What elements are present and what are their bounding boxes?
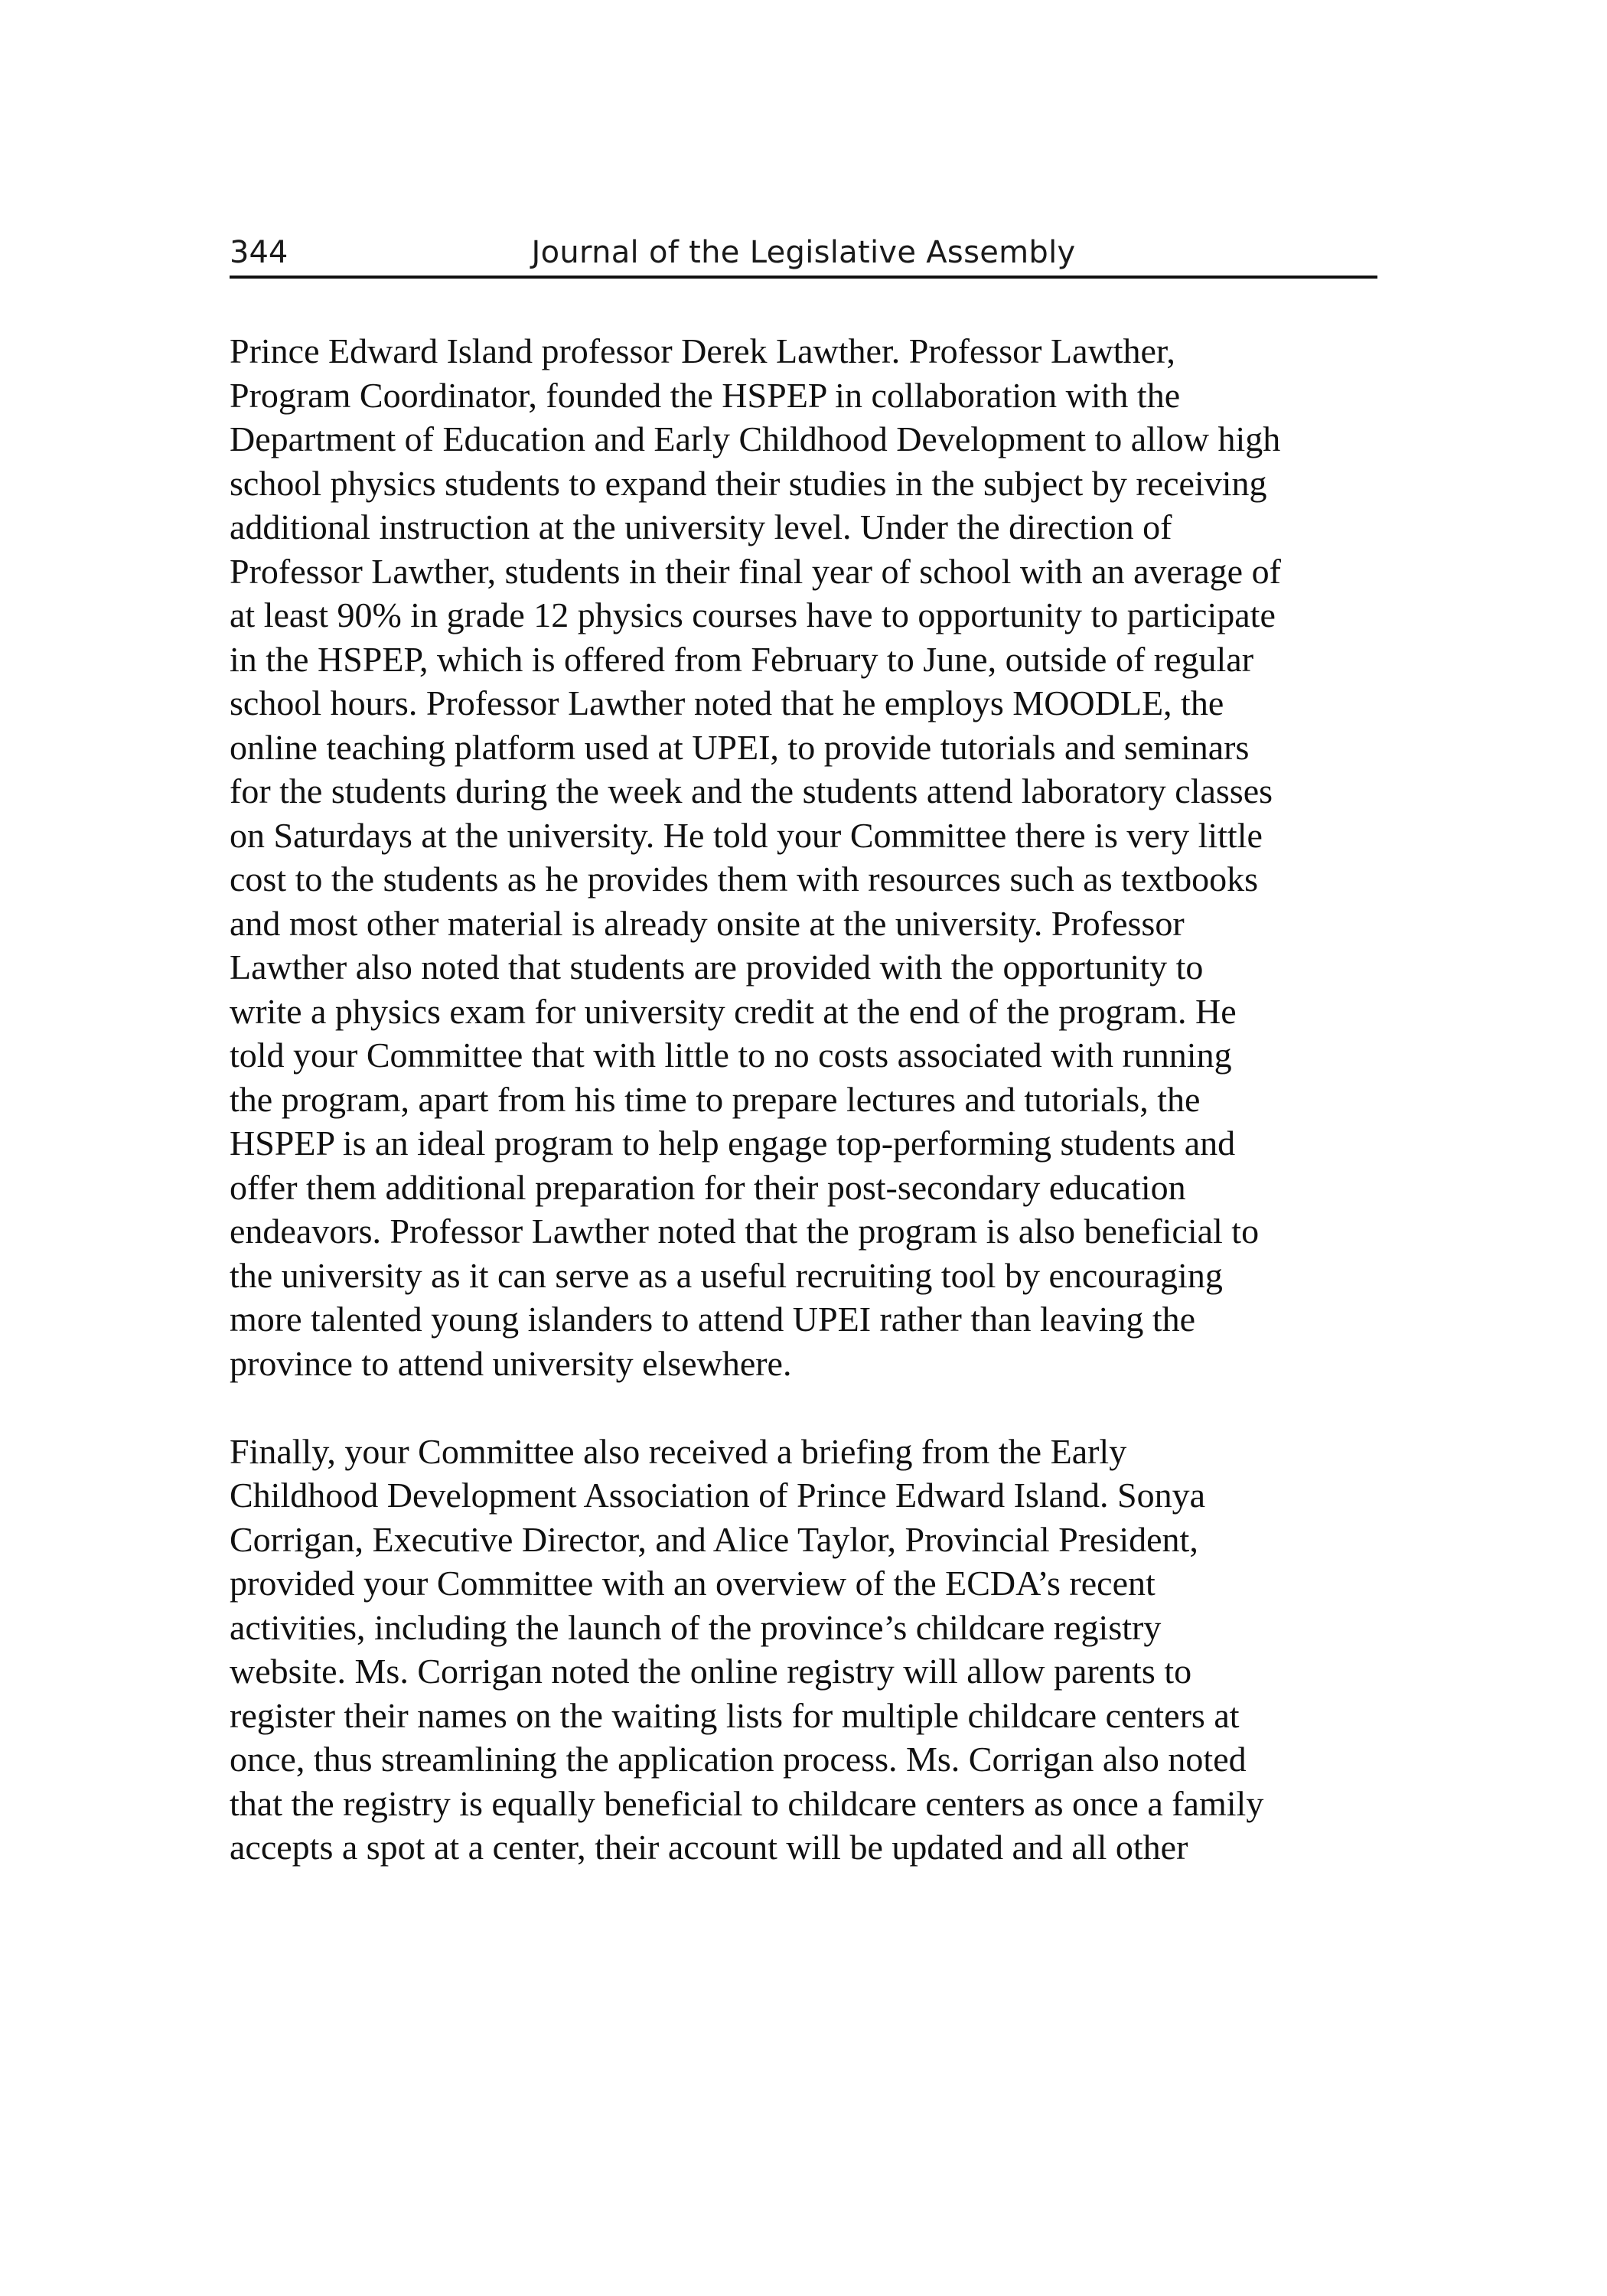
text-line: and most other material is already onsite at the university. Professor xyxy=(230,903,1185,943)
body-text xyxy=(230,329,1377,1870)
text-line: offer them additional preparation for their post-secondary education xyxy=(230,1167,1186,1207)
text-line: cost to the students as he provides them with resources such as textbooks xyxy=(230,859,1258,899)
text-line: in the HSPEP, which is offered from February to June, outside of regular xyxy=(230,639,1254,679)
text-line: website. Ms. Corrigan noted the online registry will allow parents to xyxy=(230,1652,1192,1691)
page-number: 344 xyxy=(230,235,288,270)
text-line: additional instruction at the university level. Under the direction of xyxy=(230,507,1172,546)
text-line: the university as it can serve as a useful recruiting tool by encouraging xyxy=(230,1255,1223,1295)
text-line: endeavors. Professor Lawther noted that the program is also beneficial to xyxy=(230,1212,1260,1251)
text-line: Lawther also noted that students are provided with the opportunity to xyxy=(230,947,1204,987)
text-line: on Saturdays at the university. He told your Committee there is very little xyxy=(230,815,1263,855)
text-line: accepts a spot at a center, their account will be updated and all other xyxy=(230,1828,1188,1867)
text-line: Childhood Development Association of Prince Edward Island. Sonya xyxy=(230,1476,1206,1515)
text-line: Program Coordinator, founded the HSPEP in collaboration with the xyxy=(230,375,1181,415)
text-line: told your Committee that with little to no costs associated with running xyxy=(230,1035,1232,1075)
text-line: Department of Education and Early Childhood Development to allow high xyxy=(230,419,1281,458)
text-line: activities, including the launch of the province’s childcare registry xyxy=(230,1607,1162,1647)
text-line: Prince Edward Island professor Derek Lawther. Professor Lawther, xyxy=(230,331,1175,370)
text-line: write a physics exam for university credit at the end of the program. He xyxy=(230,991,1237,1031)
journal-title: Journal of the Legislative Assembly xyxy=(531,235,1076,270)
running-header xyxy=(230,230,1377,279)
text-line: province to attend university elsewhere. xyxy=(230,1343,792,1383)
paragraph-hspep xyxy=(230,329,1377,1385)
text-line: that the registry is equally beneficial to childcare centers as once a family xyxy=(230,1783,1264,1823)
text-line: the program, apart from his time to prepare lectures and tutorials, the xyxy=(230,1079,1201,1119)
text-line: at least 90% in grade 12 physics courses have to opportunity to participate xyxy=(230,595,1276,634)
text-line: HSPEP is an ideal program to help engage top-performing students and xyxy=(230,1124,1236,1163)
text-line: school physics students to expand their studies in the subject by receiving xyxy=(230,463,1267,503)
text-line: Corrigan, Executive Director, and Alice Taylor, Provincial President, xyxy=(230,1519,1198,1559)
text-line: more talented young islanders to attend UPEI rather than leaving the xyxy=(230,1300,1196,1339)
text-line: for the students during the week and the students attend laboratory classes xyxy=(230,771,1273,810)
text-line: once, thus streamlining the application process. Ms. Corrigan also noted xyxy=(230,1740,1247,1779)
text-line: register their names on the waiting lists for multiple childcare centers at xyxy=(230,1695,1240,1735)
text-line: school hours. Professor Lawther noted that he employs MOODLE, the xyxy=(230,683,1224,722)
text-line: Finally, your Committee also received a briefing from the Early xyxy=(230,1431,1127,1471)
text-line: Professor Lawther, students in their final year of school with an average of xyxy=(230,551,1281,591)
paragraph-ecda xyxy=(230,1430,1377,1870)
text-line: online teaching platform used at UPEI, to provide tutorials and seminars xyxy=(230,727,1250,767)
text-line: provided your Committee with an overview of the ECDA’s recent xyxy=(230,1564,1156,1603)
